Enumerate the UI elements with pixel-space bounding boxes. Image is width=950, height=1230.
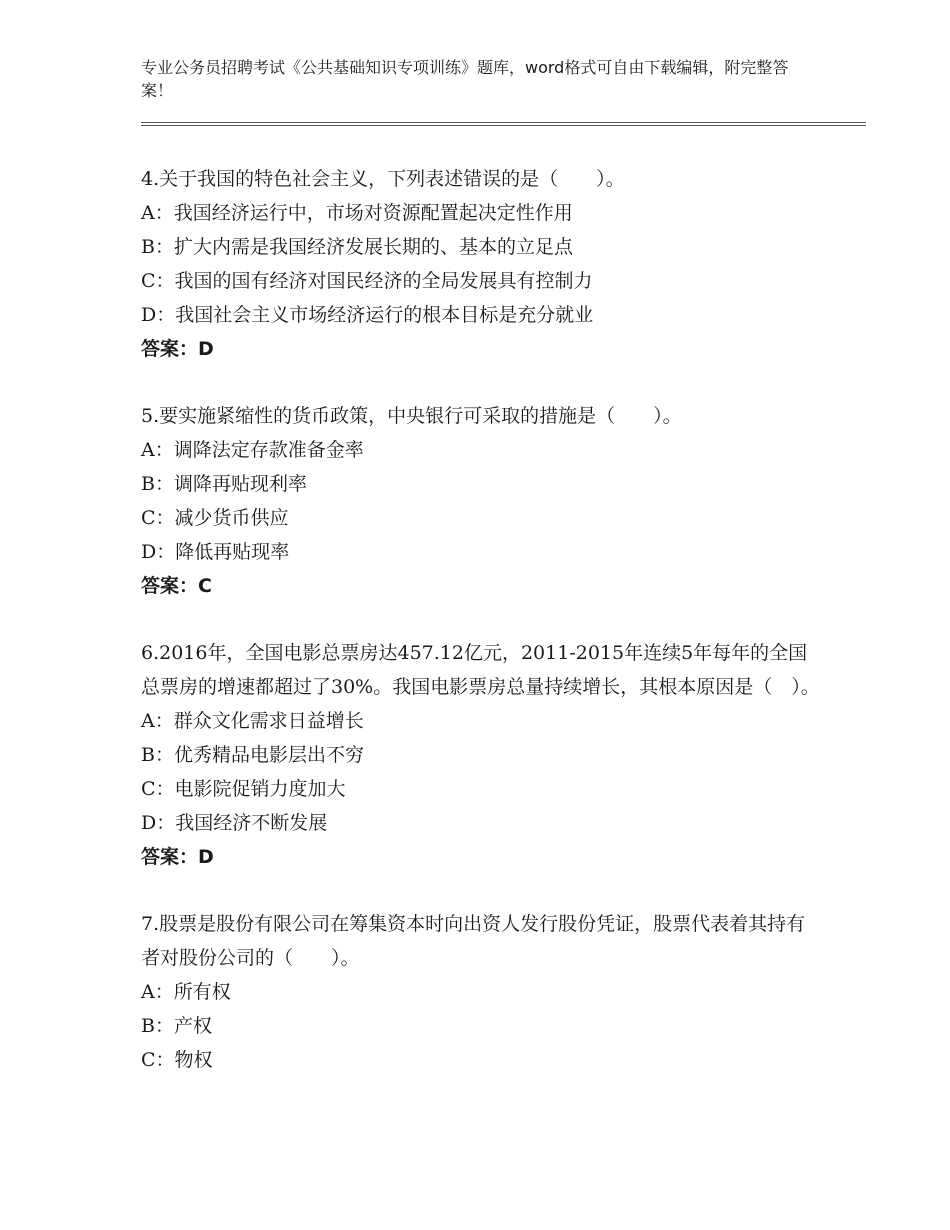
header-divider-bottom <box>141 125 866 126</box>
option-b: B：优秀精品电影层出不穷 <box>141 744 364 766</box>
question-text: 5.要实施紧缩性的货币政策，中央银行可采取的措施是（ ）。 <box>141 405 682 427</box>
question-6 <box>141 636 821 874</box>
answer-label: 答案：C <box>141 575 212 597</box>
page-header: 专业公务员招聘考试《公共基础知识专项训练》题库，word格式可自由下载编辑，附完整答案！ <box>141 58 789 100</box>
answer-label: 答案：D <box>141 846 214 868</box>
question-7 <box>141 907 821 1077</box>
option-c: C：我国的国有经济对国民经济的全局发展具有控制力 <box>141 270 593 292</box>
option-d: D：我国社会主义市场经济运行的根本目标是充分就业 <box>141 304 594 326</box>
question-text: 4.关于我国的特色社会主义，下列表述错误的是（ ）。 <box>141 168 625 190</box>
header-divider-top <box>141 122 866 123</box>
answer-label: 答案：D <box>141 338 214 360</box>
question-text: 6.2016年，全国电影总票房达457.12亿元，2011-2015年连续5年每年的全国总票房的增速都超过了30%。我国电影票房总量持续增长，其根本原因是（ ）。 <box>141 642 820 698</box>
option-a: A：我国经济运行中，市场对资源配置起决定性作用 <box>141 202 573 224</box>
option-c: C：减少货币供应 <box>141 507 289 529</box>
option-c: C：物权 <box>141 1049 213 1071</box>
option-d: D：降低再贴现率 <box>141 541 290 563</box>
option-d: D：我国经济不断发展 <box>141 812 328 834</box>
option-a: A：群众文化需求日益增长 <box>141 710 364 732</box>
question-5 <box>141 399 821 603</box>
question-text: 7.股票是股份有限公司在筹集资本时向出资人发行股份凭证，股票代表着其持有者对股份公司的（ ）。 <box>141 913 806 969</box>
option-b: B：产权 <box>141 1015 212 1037</box>
option-b: B：扩大内需是我国经济发展长期的、基本的立足点 <box>141 236 573 258</box>
option-a: A：调降法定存款准备金率 <box>141 439 364 461</box>
option-a: A：所有权 <box>141 981 231 1003</box>
option-c: C：电影院促销力度加大 <box>141 778 346 800</box>
question-list <box>141 162 821 1110</box>
option-b: B：调降再贴现利率 <box>141 473 307 495</box>
question-4 <box>141 162 821 366</box>
